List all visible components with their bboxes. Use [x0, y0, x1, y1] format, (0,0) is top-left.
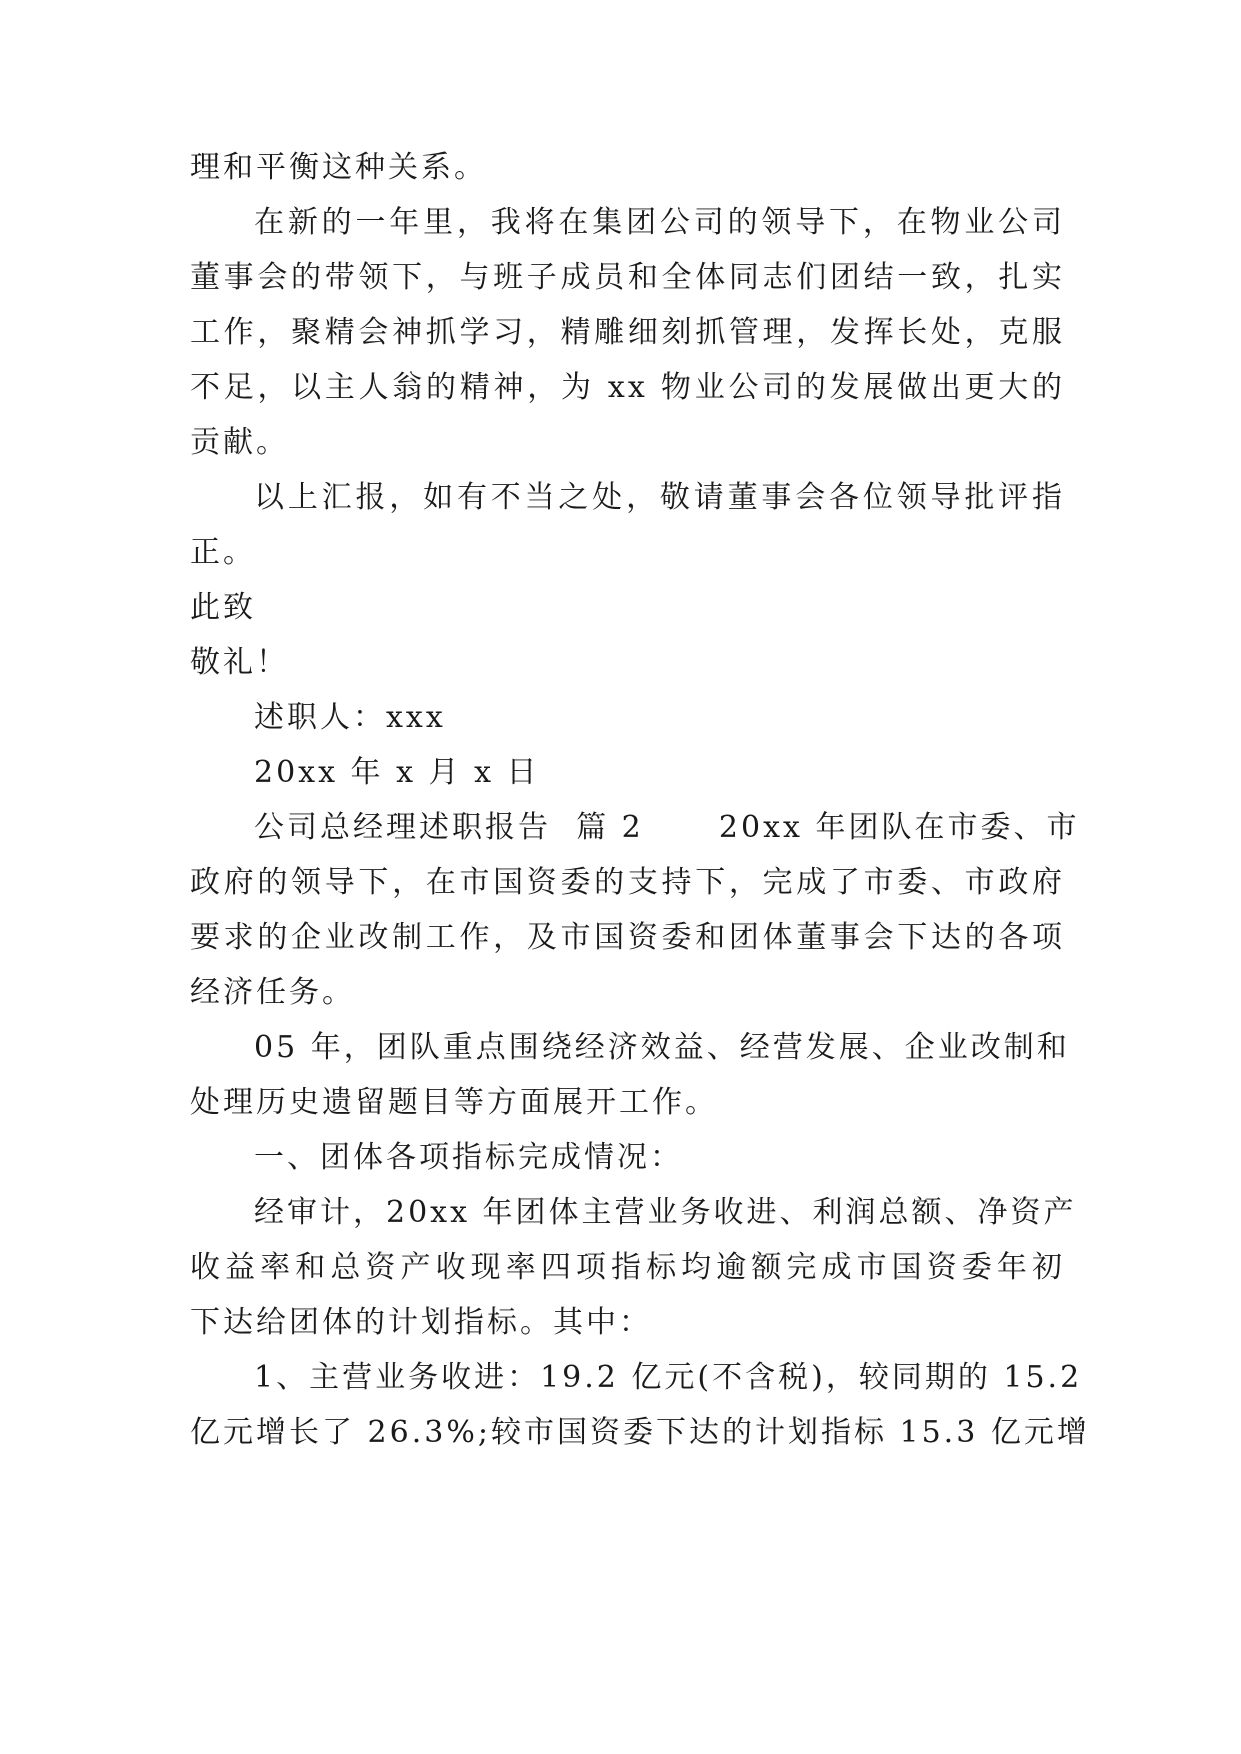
text-line: 处理历史遗留题目等方面展开工作。	[190, 1085, 718, 1120]
text-line: 董事会的带领下，与班子成员和全体同志们团结一致，扎实	[190, 260, 1065, 295]
text-line: 在新的一年里，我将在集团公司的领导下，在物业公司	[254, 205, 1065, 240]
signature-text: 述职人：xxx	[254, 700, 446, 735]
text-line: 正。	[190, 535, 256, 570]
text-line: 工作，聚精会神抓学习，精雕细刻抓管理，发挥长处，克服	[190, 315, 1065, 350]
text-line: 收益率和总资产收现率四项指标均逾额完成市国资委年初	[190, 1250, 1065, 1285]
text-line: 不足，以主人翁的精神，为 xx 物业公司的发展做出更大的	[190, 370, 1065, 405]
text-line: 下达给团体的计划指标。其中：	[190, 1305, 652, 1340]
text-line: 05 年，团队重点围绕经济效益、经营发展、企业改制和	[254, 1030, 1070, 1065]
text-line: 1、主营业务收进：19.2 亿元(不含税)，较同期的 15.2	[254, 1360, 1083, 1395]
text-line: 以上汇报，如有不当之处，敬请董事会各位领导批评指	[254, 480, 1065, 515]
text-line: 要求的企业改制工作，及市国资委和团体董事会下达的各项	[190, 920, 1065, 955]
text-line: 贡献。	[190, 425, 289, 460]
text-line: 亿元增长了 26.3%;较市国资委下达的计划指标 15.3 亿元增	[190, 1415, 1090, 1450]
text-line: 一、团体各项指标完成情况：	[254, 1140, 683, 1175]
text-line: 政府的领导下，在市国资委的支持下，完成了市委、市政府	[190, 865, 1065, 900]
salutation-text: 敬礼！	[190, 645, 289, 680]
text-line: 理和平衡这种关系。	[190, 150, 487, 185]
text-line: 经济任务。	[190, 975, 355, 1010]
text-line: 经审计，20xx 年团体主营业务收进、利润总额、净资产	[254, 1195, 1077, 1230]
date-text: 20xx 年 x 月 x 日	[254, 755, 540, 790]
section-heading-line: 公司总经理述职报告 篇 2 20xx 年团队在市委、市	[254, 810, 1080, 845]
salutation-text: 此致	[190, 590, 256, 625]
